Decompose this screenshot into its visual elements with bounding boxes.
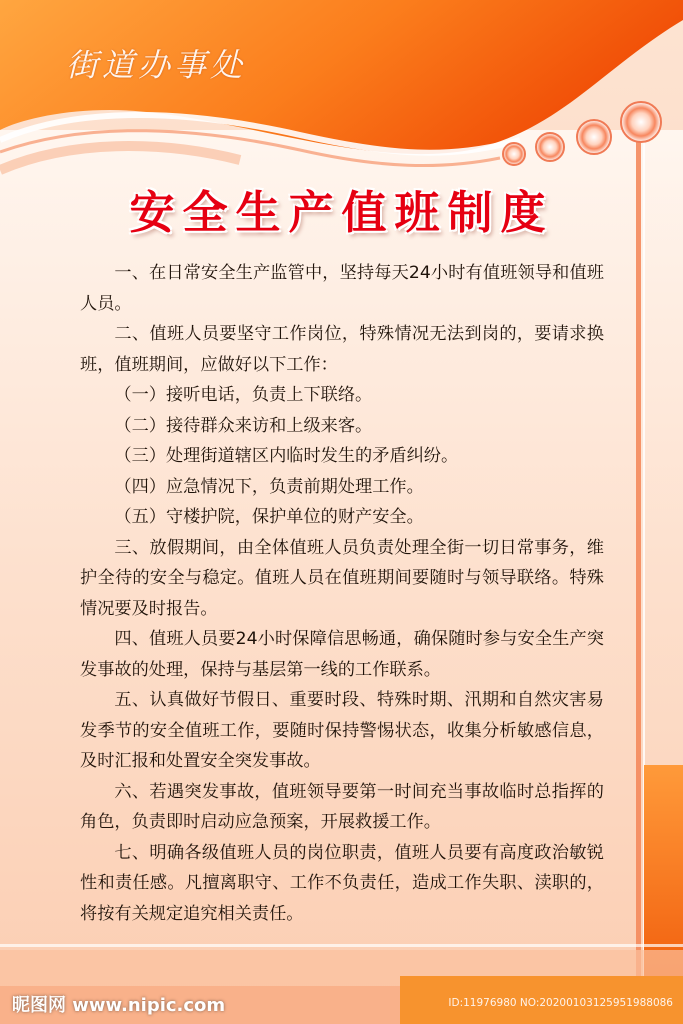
sub-item-1: （一）接听电话，负责上下联络。 — [114, 385, 373, 405]
org-name-logo: 街道办事处 — [66, 46, 247, 84]
sub-item-3: （三）处理街道辖区内临时发生的矛盾纠纷。 — [114, 446, 459, 466]
paragraph-4: 四、值班人员要24小时保障信思畅通，确保随时参与安全生产突发事故的处理，保持与基层第一线的工作联系。 — [80, 629, 604, 680]
paragraph-5: 五、认真做好节假日、重要时段、特殊时期、汛期和自然灾害易发季节的安全值班工作，要随时保持警惕状态，收集分析敏感信息，及时汇报和处置安全突发事故。 — [80, 690, 604, 771]
regulation-body — [80, 258, 604, 929]
paragraph-7: 七、明确各级值班人员的岗位职责，值班人员要有高度政治敏锐性和责任感。凡擅离职守、工作不负责任，造成工作失职、渎职的，将按有关规定追究相关责任。 — [80, 842, 604, 924]
page-title: 安全生产值班制度 — [129, 186, 554, 239]
sub-item-4: （四）应急情况下，负责前期处理工作。 — [114, 476, 424, 497]
watermark-site: 昵图网 www.nipic.com — [12, 995, 226, 1016]
paragraph-3: 三、放假期间，由全体值班人员负责处理全街一切日常事务，维护全待的安全与稳定。值班人员在值班期间要随时与领导联络。特殊情况要及时报告。 — [80, 537, 604, 619]
sub-item-2: （二）接待群众来访和上级来客。 — [114, 415, 373, 436]
paragraph-6: 六、若遇突发事故，值班领导要第一时间充当事故临时总指挥的角色，负责即时启动应急预案，开展救援工作。 — [80, 781, 604, 832]
sub-item-5: （五）守楼护院，保护单位的财产安全。 — [114, 507, 424, 527]
paragraph-1: 一、在日常安全生产监管中，坚持每天24小时有值班领导和值班人员。 — [80, 263, 604, 314]
paragraph-2: 二、值班人员要坚守工作岗位，特殊情况无法到岗的，要请求换班，值班期间，应做好以下工作： — [80, 324, 604, 375]
watermark-id: ID:11976980 NO:20200103125951988086 — [448, 997, 673, 1009]
